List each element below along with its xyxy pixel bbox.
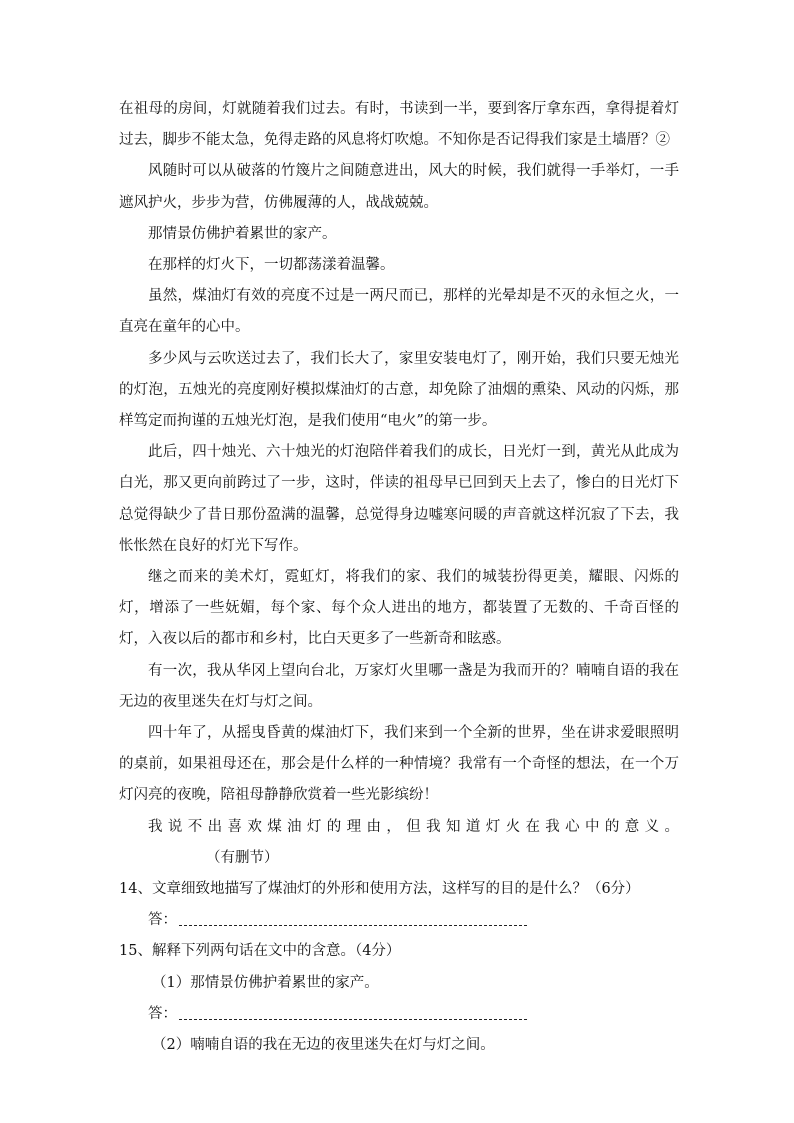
last-paragraph-text: 我说不出喜欢煤油灯的理由，但我知道灯火在我心中的意义。: [148, 818, 679, 835]
question-15: 15、解释下列两句话在文中的含意。（4分）: [119, 943, 401, 960]
paragraph: 四十年了，从摇曳昏黄的煤油灯下，我们来到一个全新的世界，坐在讲求爱眼照明的桌前，如果祖母还在，那会是什么样的一种情境？我常有一个奇怪的想法，在一个万灯闪亮的夜晚，陪祖母静静欣赏着一些光影缤纷！: [119, 725, 679, 804]
paragraph: 在祖母的房间，灯就随着我们过去。有时，书读到一半，要到客厅拿东西，拿得提着灯过去，脚步不能太急，免得走路的风息将灯吹熄。不知你是否记得我们家是土墙厝？②: [119, 101, 679, 149]
paragraph: 风随时可以从破落的竹篾片之间随意进出，风大的时候，我们就得一手举灯，一手遮风护火，步步为营，仿佛履薄的人，战战兢兢。: [119, 163, 679, 211]
last-paragraph: [119, 812, 679, 874]
paragraph: 有一次，我从华冈上望向台北，万家灯火里哪一盏是为我而开的？喃喃自语的我在无边的夜里迷失在灯与灯之间。: [119, 662, 679, 710]
abridged-note: （有删节）: [206, 849, 279, 866]
answer-label: 答：: [148, 912, 177, 929]
question-14: 14、文章细致地描写了煤油灯的外形和使用方法，这样写的目的是什么？（6分）: [119, 881, 640, 898]
paragraph: 在那样的灯火下，一切都荡漾着温馨。: [148, 257, 395, 274]
answer-blank[interactable]: [179, 911, 527, 926]
paragraph: 多少风与云吹送过去了，我们长大了，家里安装电灯了，刚开始，我们只要无烛光的灯泡，五烛光的亮度刚好模拟煤油灯的古意，却免除了油烟的熏染、风动的闪烁，那样笃定而拘谨的五烛光灯泡，是我们使用“电火”的第一步。: [119, 350, 679, 430]
answer-line-14: [119, 905, 679, 936]
paragraph: 那情景仿佛护着累世的家产。: [148, 225, 337, 242]
paragraph: 此后，四十烛光、六十烛光的灯泡陪伴着我们的成长，日光灯一到，黄光从此成为白光，那又更向前跨过了一步，这时，伴读的祖母早已回到天上去了，惨白的日光灯下总觉得缺少了昔日那份盈满的温馨，总觉得身边嘘寒问暖的声音就这样沉寂了下去，我怅怅然在良好的灯光下写作。: [119, 444, 679, 554]
answer-label: 答：: [148, 1005, 177, 1022]
answer-blank[interactable]: [179, 1005, 527, 1020]
answer-line-15-1: [119, 999, 679, 1030]
paragraph: 继之而来的美术灯，霓虹灯，将我们的家、我们的城装扮得更美，耀眼、闪烁的灯，增添了一些妩媚，每个家、每个众人进出的地方，都装置了无数的、千奇百怪的灯，入夜以后的都市和乡村，比白天更多了一些新奇和眩惑。: [119, 569, 679, 648]
question-15-sub-1: （1）那情景仿佛护着累世的家产。: [152, 974, 379, 991]
question-15-sub-2: （2）喃喃自语的我在无边的夜里迷失在灯与灯之间。: [152, 1037, 495, 1054]
document-content: [119, 94, 679, 1061]
paragraph: 虽然，煤油灯有效的亮度不过是一两尺而已，那样的光晕却是不灭的永恒之火，一直亮在童年的心中。: [119, 288, 679, 336]
